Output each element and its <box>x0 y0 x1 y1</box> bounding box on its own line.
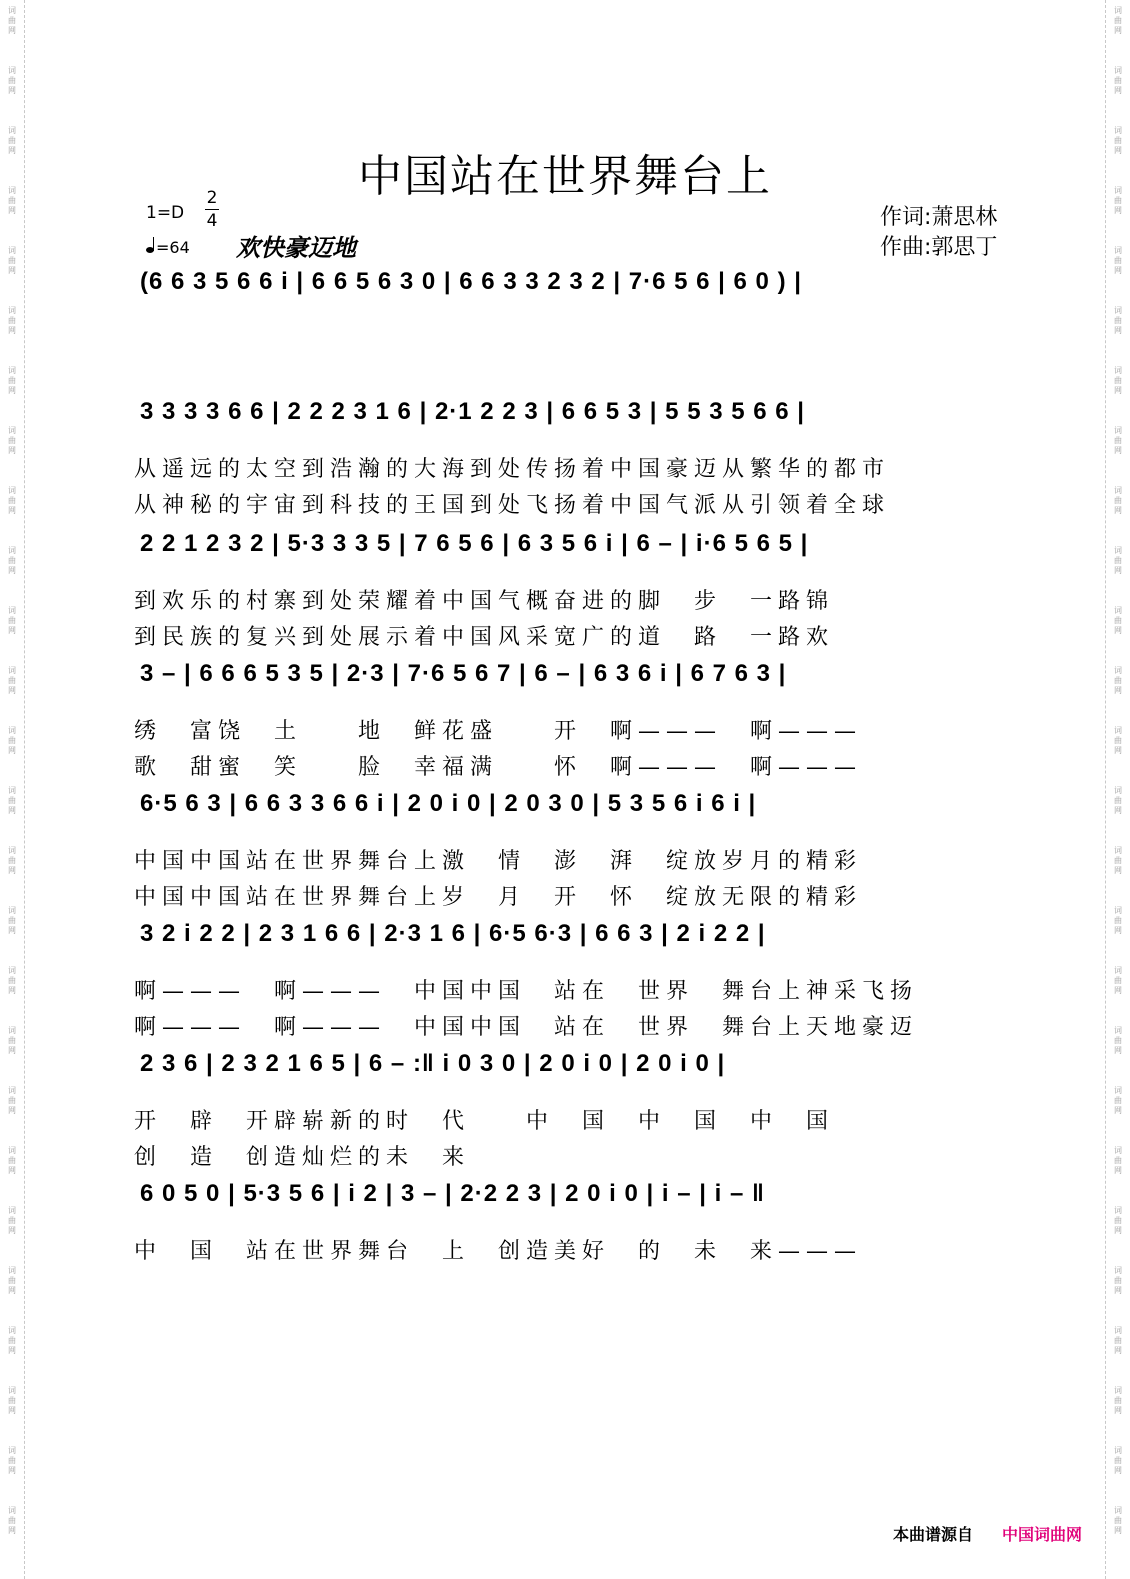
expression-marking: 欢快豪迈地 <box>236 233 356 262</box>
watermark-text: 词 曲 网 <box>1114 246 1122 275</box>
right-watermark-strip <box>1105 0 1130 1579</box>
lyric-verse2-line5: 啊——— 啊——— 中国中国 站在 世界 舞台上天地豪迈 <box>134 1015 919 1040</box>
watermark-text: 词 曲 网 <box>8 66 16 95</box>
notation-row-6: 2 3 6 | 2 3 2 1 6 5 | 6 – :‖ i 0 3 0 | 2 0 i 0 | 2 0 i 0 | <box>140 1050 726 1077</box>
watermark-text: 词 曲 网 <box>1114 1146 1122 1175</box>
watermark-text: 词 曲 网 <box>1114 1446 1122 1475</box>
watermark-text: 词 曲 网 <box>1114 366 1122 395</box>
lyric-verse1-line1: 从遥远的太空到浩瀚的大海到处传扬着中国豪迈从繁华的都市 <box>134 457 891 482</box>
watermark-text: 词 曲 网 <box>1114 966 1122 995</box>
watermark-text: 词 曲 网 <box>8 1086 16 1115</box>
watermark-text: 词 曲 网 <box>1114 306 1122 335</box>
notation-row-intro: (6 6 3 5 6 6 i | 6 6 5 6 3 0 | 6 6 3 3 2 3 2 | 7·6 5 6 | 6 0 ) | <box>140 268 802 295</box>
watermark-text: 词 曲 网 <box>1114 606 1122 635</box>
watermark-text: 词 曲 网 <box>8 246 16 275</box>
lyric-verse2-line3: 歌 甜蜜 笑 脸 幸福满 怀 啊——— 啊——— <box>134 755 863 780</box>
watermark-text: 词 曲 网 <box>1114 1506 1122 1535</box>
watermark-text: 词 曲 网 <box>8 1146 16 1175</box>
lyric-coda: 中 国 站在世界舞台 上 创造美好 的 未 来——— <box>134 1239 863 1264</box>
watermark-text: 词 曲 网 <box>8 6 16 35</box>
watermark-text: 词 曲 网 <box>8 1446 16 1475</box>
watermark-text: 词 曲 网 <box>1114 6 1122 35</box>
watermark-text: 词 曲 网 <box>8 906 16 935</box>
time-signature-top: 2 <box>206 188 218 208</box>
watermark-text: 词 曲 网 <box>8 1386 16 1415</box>
watermark-text: 词 曲 网 <box>8 1266 16 1295</box>
watermark-text: 词 曲 网 <box>1114 726 1122 755</box>
lyric-verse2-line6: 创 造 创造灿烂的未 来 <box>134 1145 471 1170</box>
watermark-text: 词 曲 网 <box>8 726 16 755</box>
notation-row-2: 2 2 1 2 3 2 | 5·3 3 3 5 | 7 6 5 6 | 6 3 5 6 i | 6 – | i·6 5 6 5 | <box>140 530 809 557</box>
watermark-text: 词 曲 网 <box>8 186 16 215</box>
lyric-verse1-line3: 绣 富饶 土 地 鲜花盛 开 啊——— 啊——— <box>134 719 863 744</box>
watermark-text: 词 曲 网 <box>1114 1266 1122 1295</box>
watermark-text: 词 曲 网 <box>8 366 16 395</box>
lyric-verse1-line5: 啊——— 啊——— 中国中国 站在 世界 舞台上神采飞扬 <box>134 979 919 1004</box>
key-signature: 1=D <box>146 203 185 223</box>
watermark-text: 词 曲 网 <box>1114 186 1122 215</box>
time-signature-bottom: 4 <box>206 211 218 231</box>
watermark-text: 词 曲 网 <box>1114 126 1122 155</box>
lyricist-credit: 作词:萧思林 <box>880 205 998 230</box>
watermark-text: 词 曲 网 <box>8 1206 16 1235</box>
lyric-verse2-line4: 中国中国站在世界舞台上岁 月 开 怀 绽放无限的精彩 <box>134 885 863 910</box>
time-signature <box>205 188 219 231</box>
tempo-marking <box>146 238 190 257</box>
watermark-text: 词 曲 网 <box>1114 906 1122 935</box>
watermark-text: 词 曲 网 <box>8 126 16 155</box>
composer-credit: 作曲:郭思丁 <box>880 235 998 260</box>
footer-source-label: 本曲谱源自 <box>893 1525 974 1544</box>
watermark-text: 词 曲 网 <box>1114 1386 1122 1415</box>
watermark-text: 词 曲 网 <box>8 786 16 815</box>
watermark-text: 词 曲 网 <box>1114 1086 1122 1115</box>
lyric-verse1-line6: 开 辟 开辟崭新的时 代 中 国 中 国 中 国 <box>134 1109 835 1134</box>
watermark-text: 词 曲 网 <box>8 606 16 635</box>
notation-row-3: 3 – | 6 6 6 5 3 5 | 2·3 | 7·6 5 6 7 | 6 – | 6 3 6 i | 6 7 6 3 | <box>140 660 787 687</box>
notation-row-1: 3 3 3 3 6 6 | 2 2 2 3 1 6 | 2·1 2 2 3 | 6 6 5 3 | 5 5 3 5 6 6 | <box>140 398 805 425</box>
watermark-text: 词 曲 网 <box>1114 546 1122 575</box>
watermark-text: 词 曲 网 <box>1114 786 1122 815</box>
lyric-verse1-line4: 中国中国站在世界舞台上激 情 澎 湃 绽放岁月的精彩 <box>134 849 863 874</box>
lyric-verse2-line1: 从神秘的宇宙到科技的王国到处飞扬着中国气派从引领着全球 <box>134 493 891 518</box>
watermark-text: 词 曲 网 <box>8 546 16 575</box>
watermark-text: 词 曲 网 <box>1114 846 1122 875</box>
watermark-text: 词 曲 网 <box>1114 1326 1122 1355</box>
left-watermark-strip <box>0 0 25 1579</box>
watermark-text: 词 曲 网 <box>8 486 16 515</box>
watermark-text: 词 曲 网 <box>8 1026 16 1055</box>
tempo-value: =64 <box>156 238 190 257</box>
song-title: 中国站在世界舞台上 <box>358 151 772 202</box>
watermark-text: 词 曲 网 <box>8 1326 16 1355</box>
watermark-text: 词 曲 网 <box>8 1506 16 1535</box>
time-signature-divider <box>205 209 219 210</box>
footer-site-link[interactable]: 中国词曲网 <box>1002 1525 1083 1544</box>
watermark-text: 词 曲 网 <box>1114 1206 1122 1235</box>
watermark-text: 词 曲 网 <box>1114 66 1122 95</box>
watermark-text: 词 曲 网 <box>8 666 16 695</box>
notation-row-5: 3 2 i 2 2 | 2 3 1 6 6 | 2·3 1 6 | 6·5 6·3 | 6 6 3 | 2 i 2 2 | <box>140 920 766 947</box>
watermark-text: 词 曲 网 <box>1114 426 1122 455</box>
lyric-verse2-line2: 到民族的复兴到处展示着中国风采宽广的道 路 一路欢 <box>134 625 835 650</box>
watermark-text: 词 曲 网 <box>8 306 16 335</box>
watermark-text: 词 曲 网 <box>1114 1026 1122 1055</box>
watermark-text: 词 曲 网 <box>8 966 16 995</box>
watermark-text: 词 曲 网 <box>8 846 16 875</box>
notation-row-4: 6·5 6 3 | 6 6 3 3 6 6 i | 2 0 i 0 | 2 0 3 0 | 5 3 5 6 i 6 i | <box>140 790 757 817</box>
watermark-text: 词 曲 网 <box>8 426 16 455</box>
watermark-text: 词 曲 网 <box>1114 666 1122 695</box>
notation-row-7: 6 0 5 0 | 5·3 5 6 | i 2 | 3 – | 2·2 2 3 | 2 0 i 0 | i – | i – ‖ <box>140 1180 765 1207</box>
watermark-text: 词 曲 网 <box>1114 486 1122 515</box>
quarter-note-icon <box>146 247 154 253</box>
lyric-verse1-line2: 到欢乐的村寨到处荣耀着中国气概奋进的脚 步 一路锦 <box>134 589 835 614</box>
